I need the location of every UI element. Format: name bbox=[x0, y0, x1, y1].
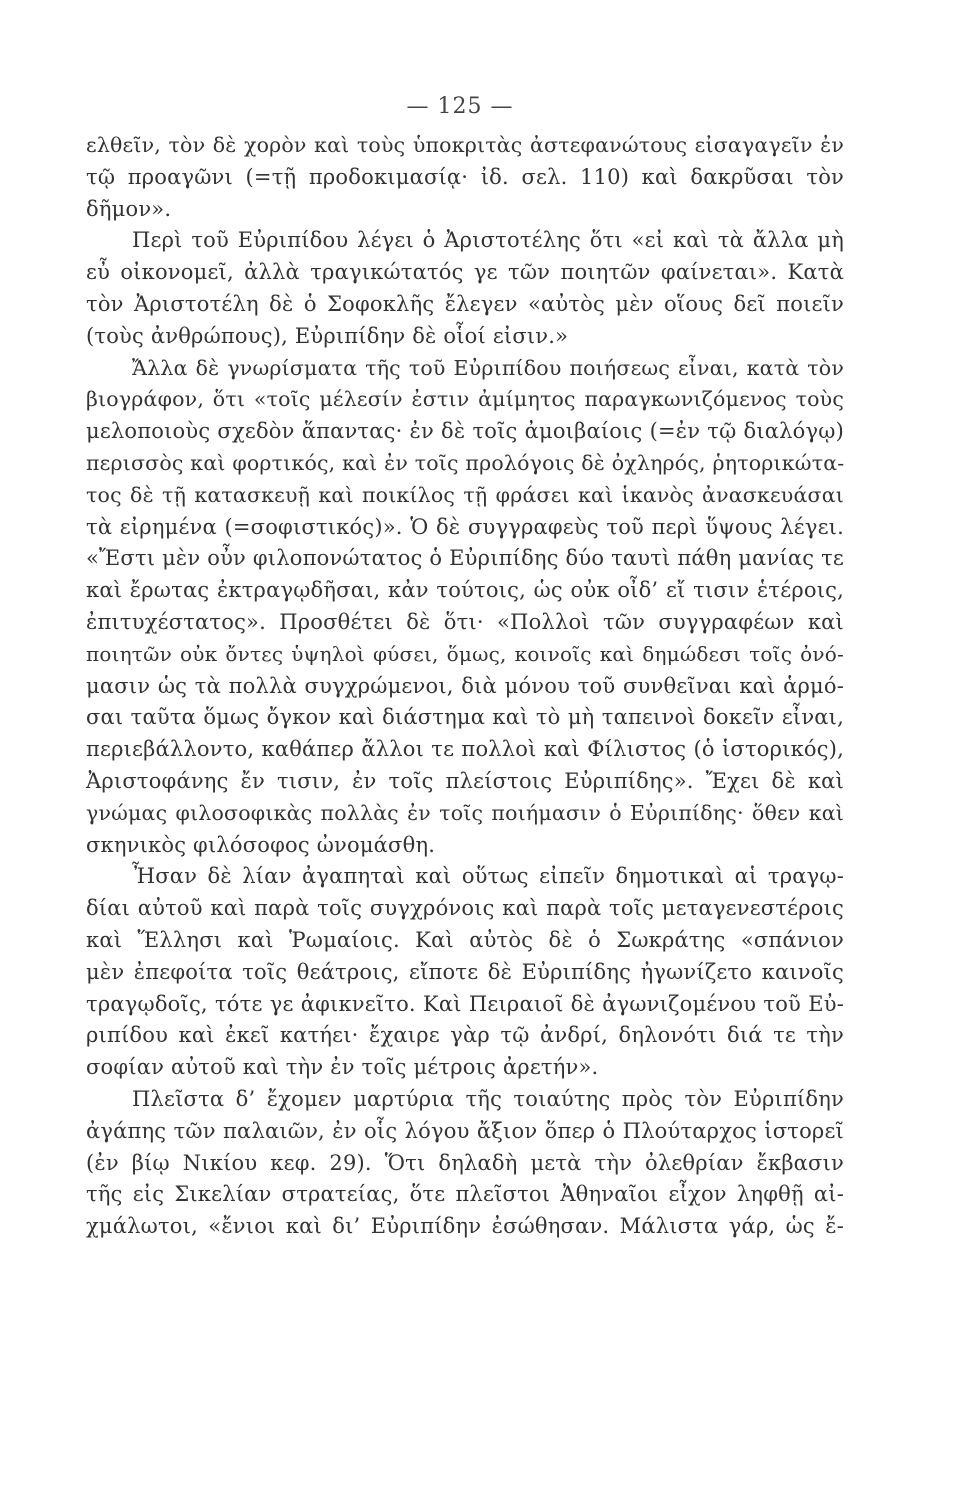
text-line: σκηνικὸς φιλόσοφος ὠνομάσθη. bbox=[86, 832, 436, 857]
text-line: περισσὸς καὶ φορτικός, καὶ ἐν τοῖς προλόγοις δὲ ὀχληρός, ῥητορικώτα- bbox=[86, 450, 845, 475]
text-line: σαι ταῦτα ὅμως ὄγκον καὶ διάστημα καὶ τὸ μὴ ταπεινοὶ δοκεῖν εἶναι, bbox=[86, 705, 844, 730]
text-line: «Ἔστι μὲν οὖν φιλοπονώτατος ὁ Εὐριπίδης δύο ταυτὶ πάθη μανίας τε bbox=[86, 546, 844, 571]
text-line: γνώμας φιλοσοφικὰς πολλὰς ἐν τοῖς ποιήμασιν ὁ Εὐριπίδης· ὅθεν καὶ bbox=[86, 800, 844, 825]
text-line: ποιητῶν οὐκ ὄντες ὑψηλοὶ φύσει, ὅμως, κοινοῖς καὶ δημώδεσι τοῖς ὀνό- bbox=[86, 641, 844, 666]
text-line: ἀγάπης τῶν παλαιῶν, ἐν οἷς λόγου ἄξιον ὅπερ ὁ Πλούταρχος ἱστορεῖ bbox=[86, 1118, 844, 1143]
text-line: Περὶ τοῦ Εὐριπίδου λέγει ὁ Ἀριστοτέλης ὅτι «εἰ καὶ τὰ ἄλλα μὴ bbox=[132, 228, 844, 253]
text-line: δίαι αὐτοῦ καὶ παρὰ τοῖς συγχρόνοις καὶ παρὰ τοῖς μεταγενεστέροις bbox=[86, 896, 844, 921]
text-line: Ἄλλα δὲ γνωρίσματα τῆς τοῦ Εὐριπίδου ποιήσεως εἶναι, κατὰ τὸν bbox=[132, 355, 844, 380]
text-line: περιεβάλλοντο, καθάπερ ἄλλοι τε πολλοὶ καὶ Φίλιστος (ὁ ἱστορικός), bbox=[86, 737, 844, 762]
text-line: (ἐν βίῳ Νικίου κεφ. 29). Ὅτι δηλαδὴ μετὰ τὴν ὀλεθρίαν ἔκβασιν bbox=[86, 1150, 844, 1175]
text-line: τραγῳδοῖς, τότε γε ἀφικνεῖτο. Καὶ Πειραιοῖ δὲ ἀγωνιζομένου τοῦ Εὐ- bbox=[86, 991, 844, 1016]
text-line: σοφίαν αὐτοῦ καὶ τὴν ἐν τοῖς μέτροις ἀρετήν». bbox=[86, 1055, 599, 1080]
text-line: μελοποιοὺς σχεδὸν ἅπαντας· ἐν δὲ τοῖς ἀμοιβαίοις (=ἐν τῷ διαλόγῳ) bbox=[86, 419, 844, 444]
text-line: Ἦσαν δὲ λίαν ἀγαπηταὶ καὶ οὕτως εἰπεῖν δημοτικαὶ αἱ τραγῳ- bbox=[132, 864, 844, 889]
text-line: χμάλωτοι, «ἔνιοι καὶ δι’ Εὐριπίδην ἐσώθησαν. Μάλιστα γάρ, ὡς ἔ- bbox=[86, 1214, 844, 1239]
text-line: βιογράφον, ὅτι «τοῖς μέλεσίν ἐστιν ἀμίμητος παραγκωνιζόμενος τοὺς bbox=[86, 387, 844, 412]
text-line: καὶ ἔρωτας ἐκτραγῳδῆσαι, κἀν τούτοις, ὡς οὐκ οἶδ’ εἴ τισιν ἑτέροις, bbox=[86, 578, 844, 603]
text-line: ελθεῖν, τὸν δὲ χορὸν καὶ τοὺς ὑποκριτὰς ἀστεφανώτους εἰσαγαγεῖν ἐν bbox=[86, 133, 844, 157]
text-line: τὰ εἰρημένα (=σοφιστικός)». Ὁ δὲ συγγραφεὺς τοῦ περὶ ὕψους λέγει. bbox=[86, 514, 844, 539]
text-line: εὖ οἰκονομεῖ, ἀλλὰ τραγικώτατός γε τῶν ποιητῶν φαίνεται». Κατὰ bbox=[86, 260, 844, 285]
text-line: (τοὺς ἀνθρώπους), Εὐριπίδην δὲ οἷοί εἰσιν.» bbox=[86, 323, 569, 348]
text-line: Ἀριστοφάνης ἔν τισιν, ἐν τοῖς πλείστοις Εὐριπίδης». Ἔχει δὲ καὶ bbox=[86, 768, 844, 793]
text-line: τος δὲ τῇ κατασκευῇ καὶ ποικίλος τῇ φράσει καὶ ἱκανὸς ἀνασκευάσαι bbox=[86, 482, 844, 507]
text-line: ριπίδου καὶ ἐκεῖ κατήει· ἔχαιρε γὰρ τῷ ἀνδρί, δηλονότι διά τε τὴν bbox=[86, 1023, 844, 1048]
text-line: τῆς εἰς Σικελίαν στρατείας, ὅτε πλεῖστοι Ἀθηναῖοι εἶχον ληφθῇ αἰ- bbox=[86, 1182, 844, 1207]
text-line: Πλεῖστα δ’ ἔχομεν μαρτύρια τῆς τοιαύτης πρὸς τὸν Εὐριπίδην bbox=[132, 1086, 844, 1111]
text-line: τῷ προαγῶνι (=τῇ προδοκιμασίᾳ· ἰδ. σελ. 110) καὶ δακρῦσαι τὸν bbox=[86, 164, 844, 189]
text-line: δῆμον». bbox=[86, 196, 172, 221]
text-line: μὲν ἐπεφοίτα τοῖς θεάτροις, εἴποτε δὲ Εὐριπίδης ἠγωνίζετο καινοῖς bbox=[86, 959, 844, 984]
text-line: μασιν ὡς τὰ πολλὰ συγχρώμενοι, διὰ μόνου τοῦ συνθεῖναι καὶ ἁρμό- bbox=[86, 673, 844, 698]
text-line: καὶ Ἕλλησι καὶ Ῥωμαίοις. Καὶ αὐτὸς δὲ ὁ Σωκράτης «σπάνιον bbox=[86, 927, 844, 952]
text-line: ἐπιτυχέστατος». Προσθέτει δὲ ὅτι· «Πολλοὶ τῶν συγγραφέων καὶ bbox=[86, 609, 844, 634]
text-line: τὸν Ἀριστοτέλη δὲ ὁ Σοφοκλῆς ἔλεγεν «αὐτὸς μὲν οἵους δεῖ ποιεῖν bbox=[86, 291, 844, 316]
page-number: — 125 — bbox=[406, 94, 514, 119]
body-text bbox=[86, 130, 844, 1243]
